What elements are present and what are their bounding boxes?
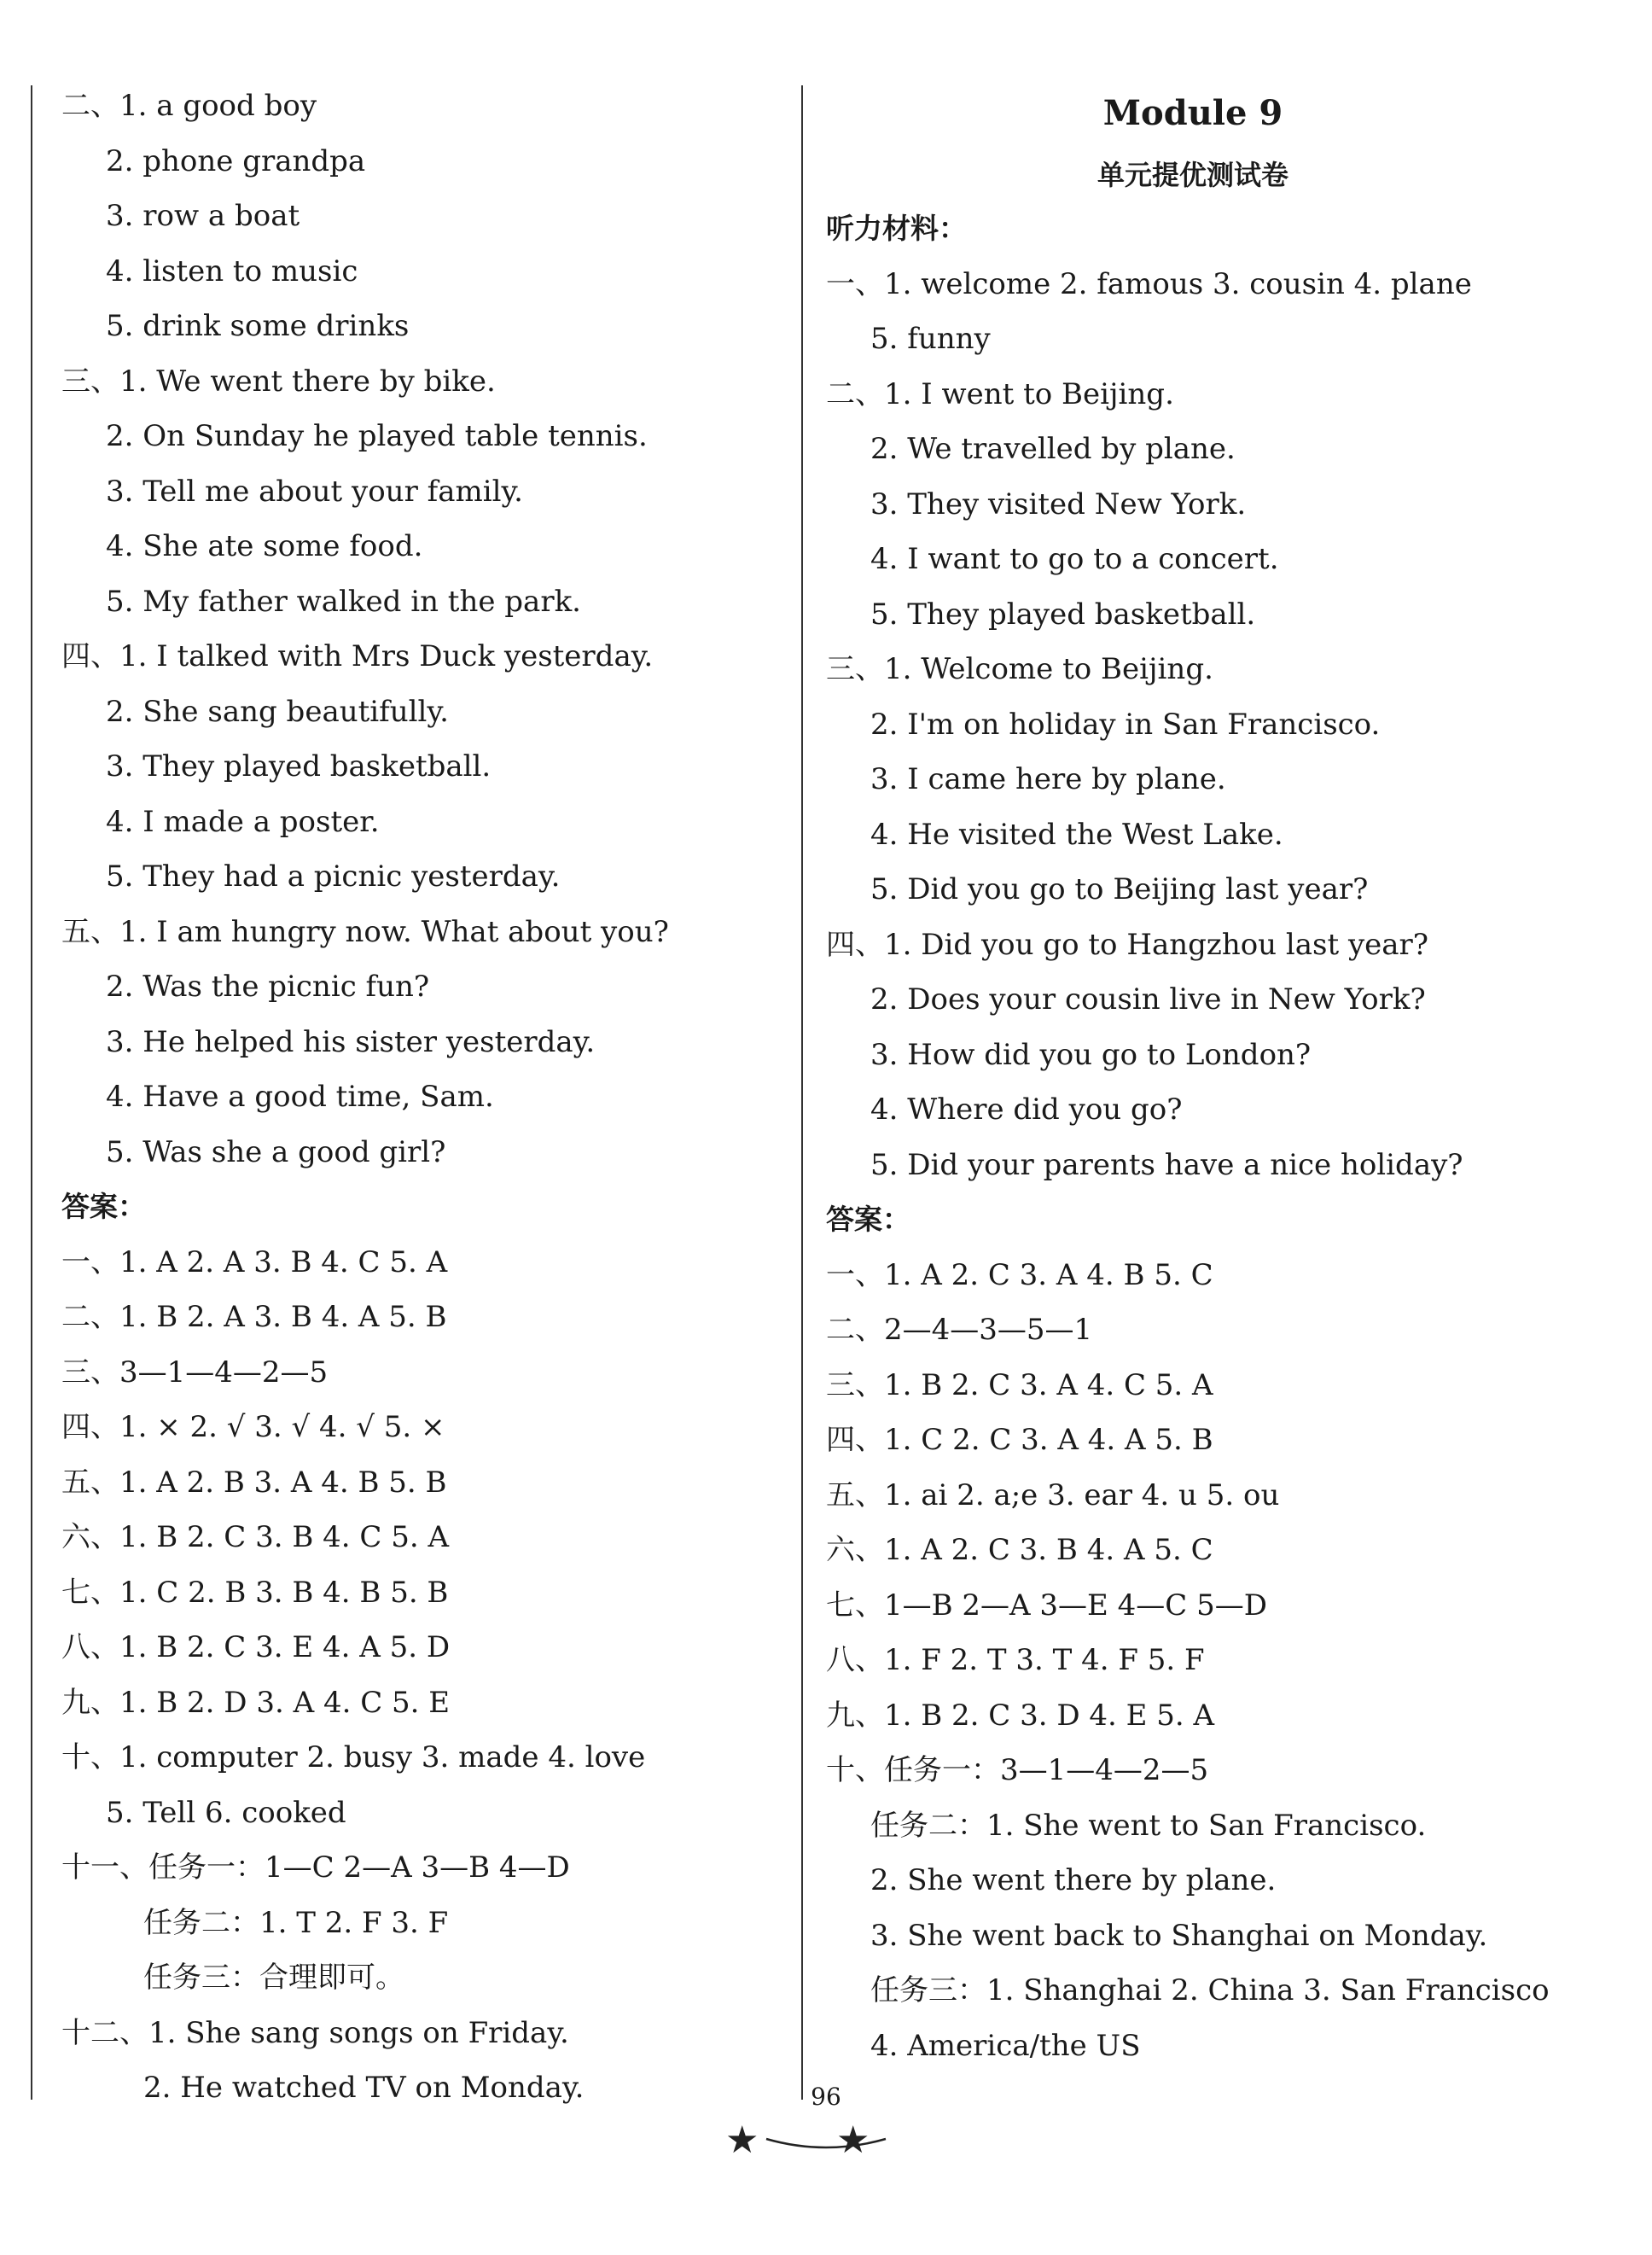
answer-line: 5. They played basketball. <box>870 597 1256 632</box>
answer-line: 五、1. ai 2. a;e 3. ear 4. u 5. ou <box>826 1477 1280 1512</box>
answer-line: 5. Did your parents have a nice holiday? <box>870 1147 1463 1182</box>
answer-line: 七、1—B 2—A 3—E 4—C 5—D <box>826 1588 1268 1623</box>
section-heading: 听力材料： <box>826 212 967 245</box>
answer-line: 2. She went there by plane. <box>870 1863 1277 1897</box>
answer-line: 六、1. B 2. C 3. B 4. C 5. A <box>61 1520 450 1554</box>
answer-line: 三、3—1—4—2—5 <box>61 1355 329 1390</box>
right-lines <box>826 201 1560 2073</box>
answer-line: 三、1. We went there by bike. <box>61 364 496 399</box>
answer-line: 四、1. Did you go to Hangzhou last year? <box>826 927 1429 962</box>
answer-line: 2. I'm on holiday in San Francisco. <box>870 707 1381 742</box>
answer-line: 四、1. C 2. C 3. A 4. A 5. B <box>826 1423 1213 1457</box>
answer-line: 2. Was the picnic fun? <box>106 970 430 1004</box>
answer-line: 4. listen to music <box>106 253 358 288</box>
answer-line: 任务二：1. T 2. F 3. F <box>143 1905 449 1940</box>
left-margin-rule <box>31 85 32 2100</box>
answer-line: 二、2—4—3—5—1 <box>826 1313 1093 1347</box>
answer-line: 十二、1. She sang songs on Friday. <box>61 2015 569 2050</box>
answer-line: 3. They visited New York. <box>870 487 1247 522</box>
answer-line: 3. She went back to Shanghai on Monday. <box>870 1918 1488 1953</box>
answer-line: 一、1. A 2. A 3. B 4. C 5. A <box>61 1244 448 1279</box>
answer-line: 八、1. B 2. C 3. E 4. A 5. D <box>61 1630 451 1664</box>
answer-line: 十一、任务一：1—C 2—A 3—B 4—D <box>61 1850 570 1885</box>
answer-line: 四、1. × 2. √ 3. √ 4. √ 5. × <box>61 1410 445 1444</box>
answer-line: 4. I want to go to a concert. <box>870 542 1279 576</box>
left-column <box>61 79 778 2116</box>
module-title: Module 9 <box>1102 93 1283 133</box>
answer-line: 3. How did you go to London? <box>870 1037 1312 1072</box>
answer-line: 4. Have a good time, Sam. <box>106 1080 494 1114</box>
answer-line: 2. Does your cousin live in New York? <box>870 982 1426 1017</box>
star-right-icon: ★ <box>836 2118 870 2162</box>
answer-line: 七、1. C 2. B 3. B 4. B 5. B <box>61 1575 449 1610</box>
answer-line: 五、1. A 2. B 3. A 4. B 5. B <box>61 1465 447 1500</box>
answer-line: 2. On Sunday he played table tennis. <box>106 419 648 453</box>
column-divider <box>801 85 803 2100</box>
answer-line: 5. funny <box>870 322 991 356</box>
answer-line: 3. row a boat <box>106 199 300 233</box>
answer-line: 二、1. I went to Beijing. <box>826 376 1174 411</box>
answer-line: 十、1. computer 2. busy 3. made 4. love <box>61 1740 646 1774</box>
right-column <box>826 79 1560 2073</box>
answer-line: 4. She ate some food. <box>106 529 423 563</box>
answer-line: 任务二：1. She went to San Francisco. <box>870 1808 1427 1843</box>
answer-line: 4. America/the US <box>870 2028 1141 2063</box>
answer-line: 2. He watched TV on Monday. <box>143 2071 585 2105</box>
answer-line: 一、1. A 2. C 3. A 4. B 5. C <box>826 1257 1213 1292</box>
answer-line: 3. I came here by plane. <box>870 762 1226 796</box>
section-heading: 答案： <box>61 1190 146 1223</box>
answer-line: 5. They had a picnic yesterday. <box>106 859 561 894</box>
answer-line: 任务三：合理即可。 <box>143 1961 404 1995</box>
answer-line: 四、1. I talked with Mrs Duck yesterday. <box>61 639 654 673</box>
answer-line: 3. They played basketball. <box>106 749 492 784</box>
answer-line: 2. phone grandpa <box>106 143 366 178</box>
answer-line: 4. He visited the West Lake. <box>870 817 1283 852</box>
answer-line: 2. She sang beautifully. <box>106 694 449 729</box>
answer-line: 十、任务一：3—1—4—2—5 <box>826 1753 1209 1787</box>
answer-line: 二、1. a good boy <box>61 89 317 123</box>
answer-line: 三、1. Welcome to Beijing. <box>826 652 1213 686</box>
answer-line: 五、1. I am hungry now. What about you? <box>61 914 669 949</box>
answer-line: 3. Tell me about your family. <box>106 474 523 509</box>
answer-line: 三、1. B 2. C 3. A 4. C 5. A <box>826 1367 1213 1402</box>
test-subtitle: 单元提优测试卷 <box>1096 159 1288 191</box>
answer-line: 5. Did you go to Beijing last year? <box>870 872 1369 906</box>
star-left-icon: ★ <box>725 2118 759 2162</box>
page-number: 96 <box>811 2083 841 2111</box>
answer-line: 任务三：1. Shanghai 2. China 3. San Francisco <box>870 1973 1550 2007</box>
answer-line: 一、1. welcome 2. famous 3. cousin 4. plane <box>826 266 1472 301</box>
answer-line: 二、1. B 2. A 3. B 4. A 5. B <box>61 1300 447 1334</box>
footer-swash <box>749 2134 903 2151</box>
answer-line: 3. He helped his sister yesterday. <box>106 1024 596 1059</box>
answer-line: 4. I made a poster. <box>106 804 380 839</box>
answer-line: 5. Tell 6. cooked <box>106 1795 346 1830</box>
answer-line: 六、1. A 2. C 3. B 4. A 5. C <box>826 1533 1213 1567</box>
answer-line: 5. drink some drinks <box>106 309 410 343</box>
answer-line: 5. Was she a good girl? <box>106 1134 446 1169</box>
answer-line: 4. Where did you go? <box>870 1093 1183 1127</box>
answer-line: 八、1. F 2. T 3. T 4. F 5. F <box>826 1643 1205 1677</box>
section-heading: 答案： <box>826 1203 910 1236</box>
answer-line: 2. We travelled by plane. <box>870 432 1236 466</box>
answer-line: 5. My father walked in the park. <box>106 584 581 619</box>
answer-line: 九、1. B 2. D 3. A 4. C 5. E <box>61 1685 451 1720</box>
answer-line: 九、1. B 2. C 3. D 4. E 5. A <box>826 1698 1215 1733</box>
